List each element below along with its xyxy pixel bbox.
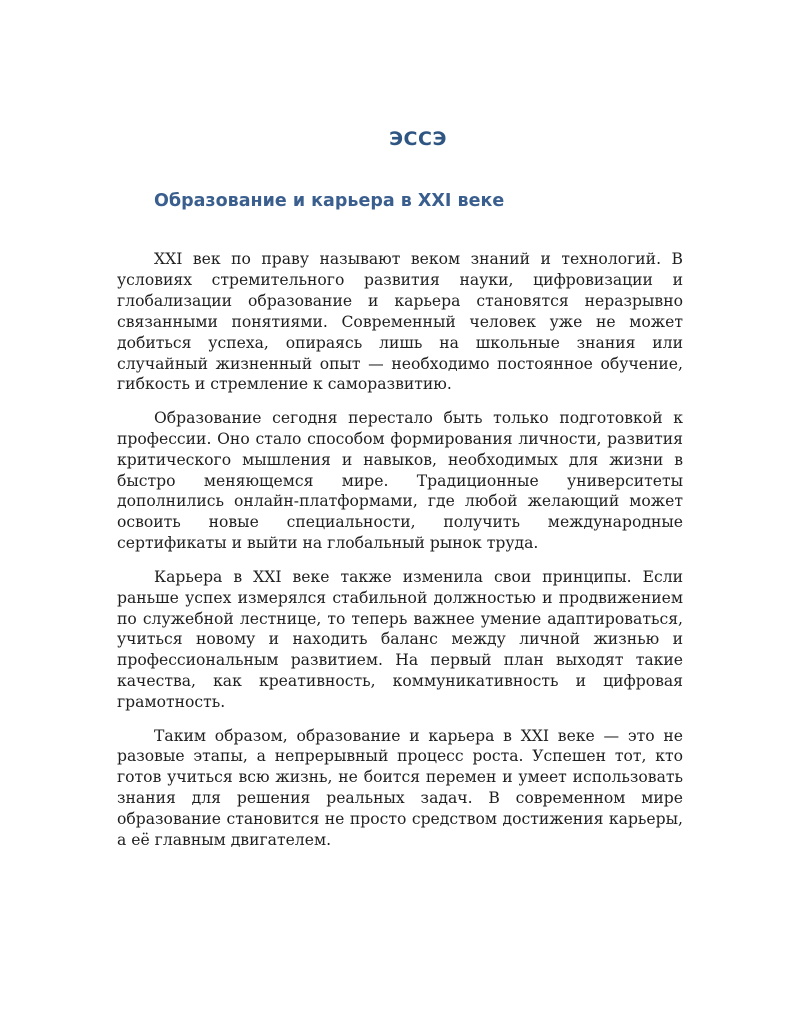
document-title: ЭССЭ — [389, 128, 447, 150]
essay-body — [117, 249, 683, 863]
essay-paragraph-1: XXI век по праву называют веком знаний и технологий. В условиях стремительного развития науки, цифровизации и глобализации образование и карьера становятся неразрывно связанными понятиями. Современный человек уже не может добиться успеха, опираясь лишь на школьные знания или случайный жизненный опыт — необходимо постоянное обучение, гибкость и стремление к саморазвитию. — [117, 250, 683, 394]
essay-paragraph-4: Таким образом, образование и карьера в XXI веке — это не разовые этапы, а непрерывный процесс роста. Успешен тот, кто готов учиться всю жизнь, не боится перемен и умеет использовать знания для решения реальных задач. В современном мире образование становится не просто средством достижения карьеры, а её главным двигателем. — [117, 726, 683, 850]
essay-heading: Образование и карьера в XXI веке — [154, 191, 505, 211]
essay-paragraph-2: Образование сегодня перестало быть только подготовкой к профессии. Оно стало способом формирования личности, развития критического мышления и навыков, необходимых для жизни в быстро меняющемся мире. Традиционные университеты дополнились онлайн-платформами, где любой желающий может освоить новые специальности, получить международные сертификаты и выйти на глобальный рынок труда. — [117, 408, 683, 553]
essay-paragraph-3: Карьера в XXI веке также изменила свои принципы. Если раньше успех измерялся стабильной должностью и продвижением по служебной лестнице, то теперь важнее умение адаптироваться, учиться новому и находить баланс между личной жизнью и профессиональным развитием. На первый план выходят такие качества, как креативность, коммуникативность и цифровая грамотность. — [117, 567, 683, 712]
